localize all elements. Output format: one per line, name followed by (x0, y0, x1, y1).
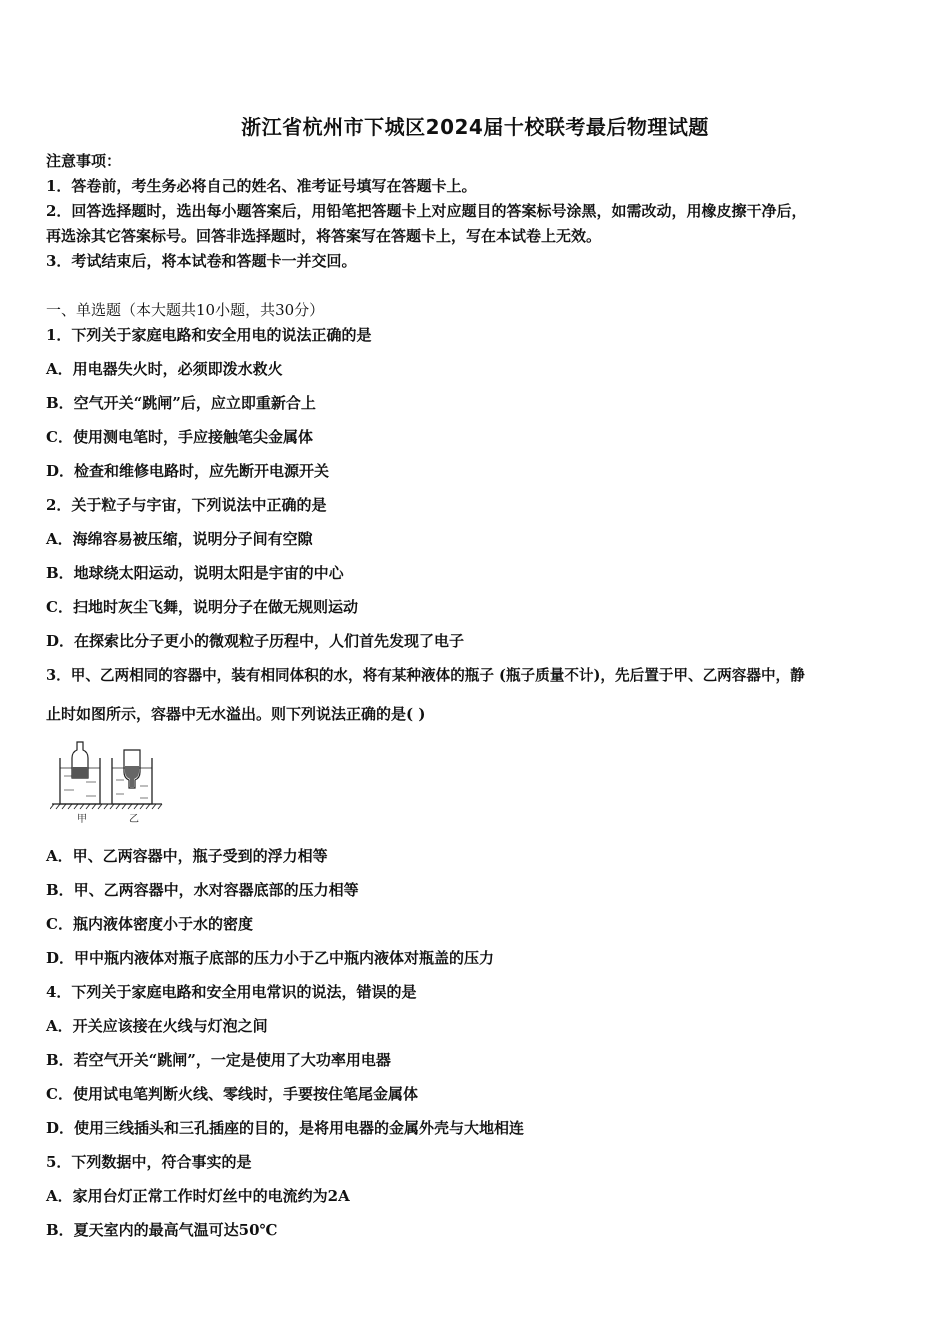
q5-option-a: A．家用台灯正常工作时灯丝中的电流约为2A (46, 1187, 350, 1205)
q4-option-c: C．使用试电笔判断火线、零线时，手要按住笔尾金属体 (46, 1085, 418, 1103)
notice-item-2: 2．回答选择题时，选出每小题答案后，用铅笔把答题卡上对应题目的答案标号涂黑，如需改动，用橡皮擦干净后， (46, 202, 807, 220)
q2-option-b: B．地球绕太阳运动，说明太阳是宇宙的中心 (46, 564, 344, 582)
q4-option-b: B．若空气开关“跳闸”，一定是使用了大功率用电器 (46, 1051, 391, 1069)
page-title: 浙江省杭州市下城区2024届十校联考最后物理试题 (241, 115, 709, 139)
q2-option-c: C．扫地时灰尘飞舞，说明分子在做无规则运动 (46, 598, 358, 616)
q3-option-b: B．甲、乙两容器中，水对容器底部的压力相等 (46, 881, 359, 899)
q5-option-b: B．夏天室内的最高气温可达50℃ (46, 1221, 278, 1239)
q4-stem: 4．下列关于家庭电路和安全用电常识的说法，错误的是 (46, 983, 417, 1001)
notice-item-3: 3．考试结束后，将本试卷和答题卡一并交回。 (46, 252, 357, 270)
q3-stem-line2: 止时如图所示，容器中无水溢出。则下列说法正确的是( ) (46, 705, 426, 723)
q3-option-a: A．甲、乙两容器中，瓶子受到的浮力相等 (46, 847, 328, 865)
q4-option-a: A．开关应该接在火线与灯泡之间 (46, 1017, 268, 1035)
q5-stem: 5．下列数据中，符合事实的是 (46, 1153, 252, 1171)
q2-stem: 2．关于粒子与宇宙，下列说法中正确的是 (46, 496, 327, 514)
q1-option-b: B．空气开关“跳闸”后，应立即重新合上 (46, 394, 316, 412)
notice-heading: 注意事项： (46, 152, 122, 170)
q3-option-d: D．甲中瓶内液体对瓶子底部的压力小于乙中瓶内液体对瓶盖的压力 (46, 949, 495, 967)
q1-stem: 1．下列关于家庭电路和安全用电的说法正确的是 (46, 326, 372, 344)
container-yi (112, 750, 152, 804)
q1-option-c: C．使用测电笔时，手应接触笔尖金属体 (46, 428, 313, 446)
fig-label-yi: 乙 (129, 814, 139, 825)
q2-option-a: A．海绵容易被压缩，说明分子间有空隙 (46, 530, 313, 548)
q1-option-d: D．检查和维修电路时，应先断开电源开关 (46, 462, 330, 480)
q3-option-c: C．瓶内液体密度小于水的密度 (46, 915, 253, 933)
fig-label-jia: 甲 (77, 814, 87, 825)
q2-option-d: D．在探索比分子更小的微观粒子历程中，人们首先发现了电子 (46, 632, 465, 650)
q3-stem-line1: 3．甲、乙两相同的容器中，装有相同体积的水，将有某种液体的瓶子 (瓶子质量不计)，先后置于甲、乙两容器中，静 (46, 667, 805, 684)
q3-figure (50, 736, 165, 828)
q1-option-a: A．用电器失火时，必须即泼水救火 (46, 360, 283, 378)
section-heading: 一、单选题（本大题共10小题，共30分） (46, 301, 325, 319)
container-jia (60, 742, 100, 804)
q4-option-d: D．使用三线插头和三孔插座的目的，是将用电器的金属外壳与大地相连 (46, 1119, 525, 1137)
notice-item-1: 1．答卷前，考生务必将自己的姓名、准考证号填写在答题卡上。 (46, 177, 477, 195)
notice-item-2-cont: 再选涂其它答案标号。回答非选择题时，将答案写在答题卡上，写在本试卷上无效。 (46, 227, 602, 245)
